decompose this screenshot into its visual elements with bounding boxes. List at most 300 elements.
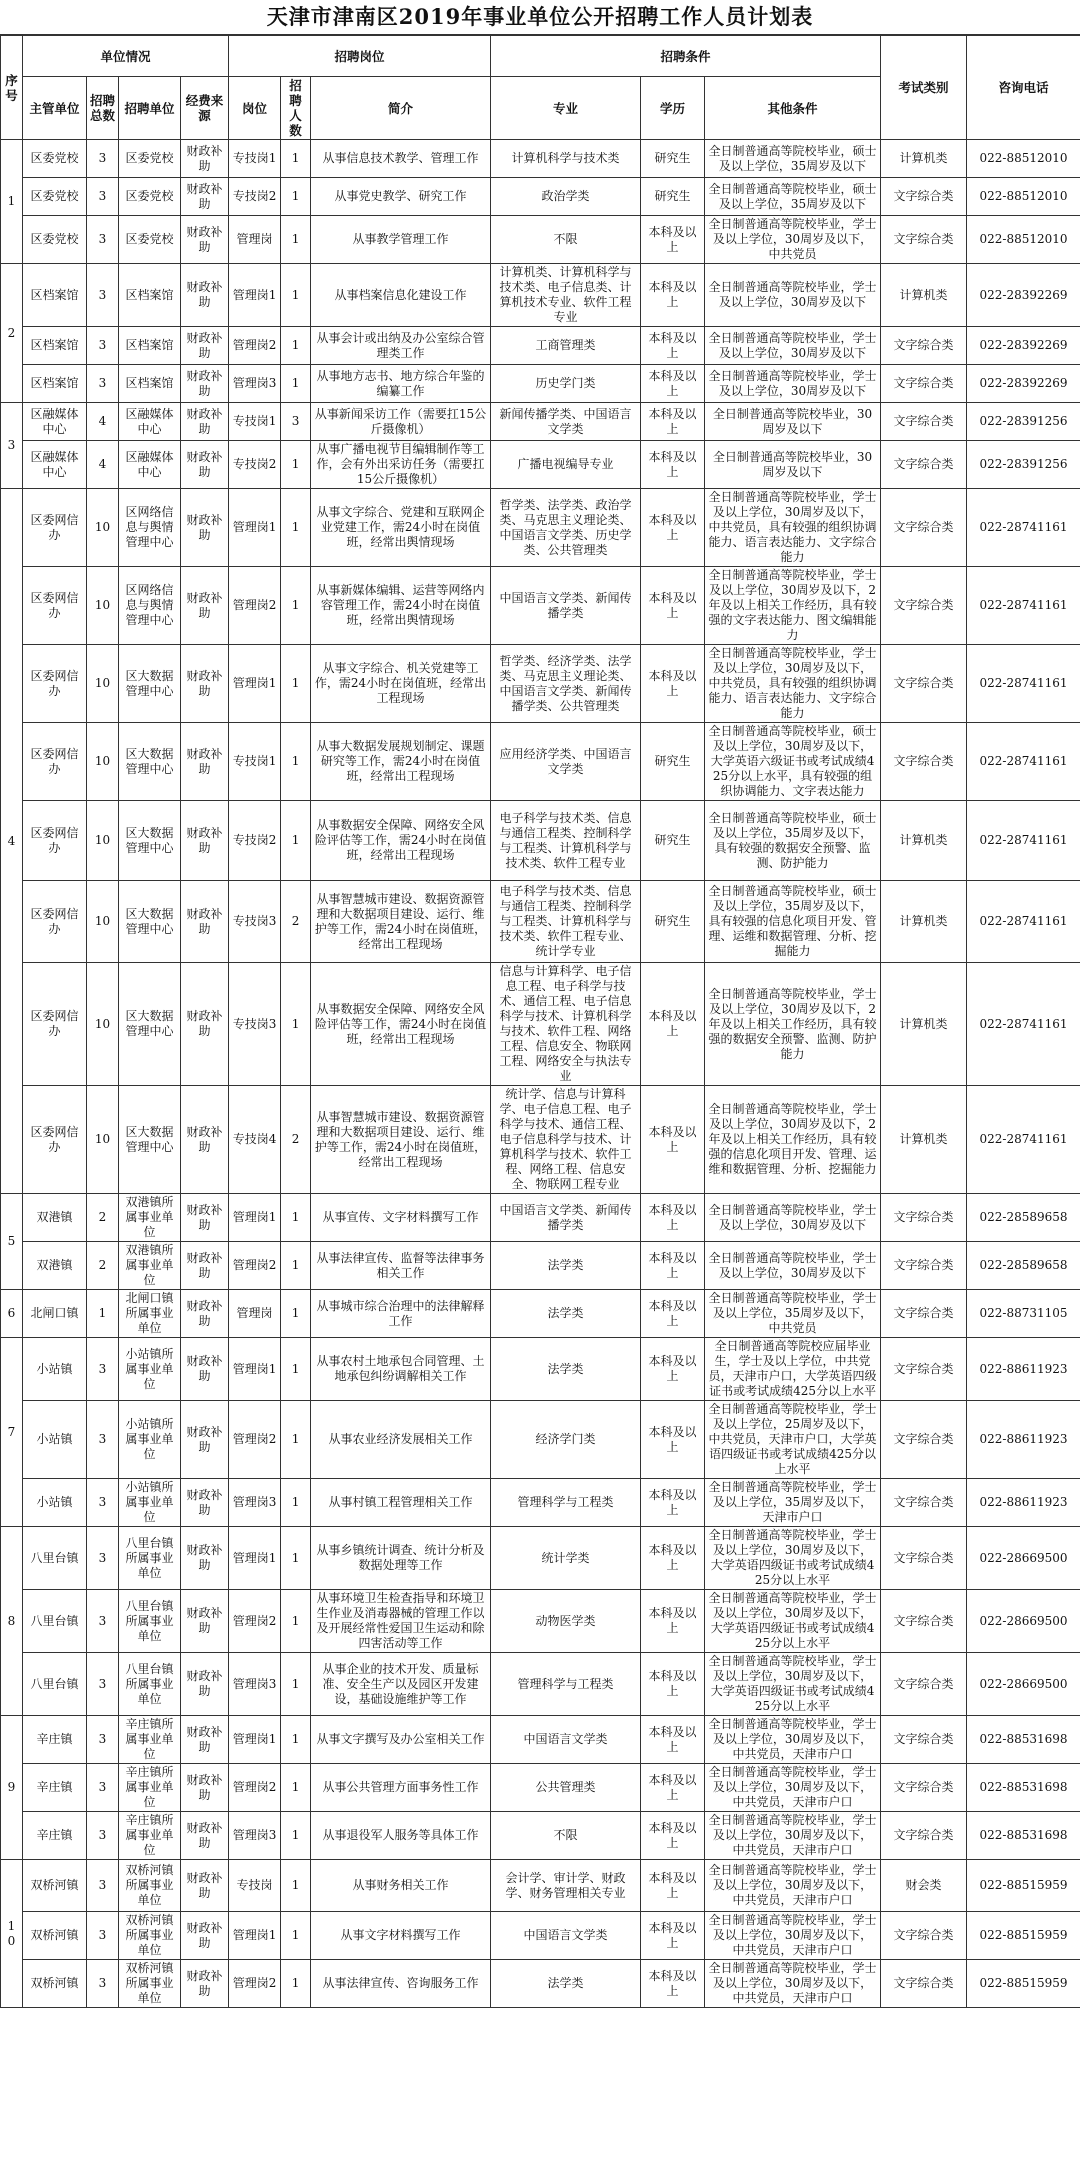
header-major: 专业 bbox=[491, 77, 641, 140]
cell-total: 3 bbox=[87, 1338, 119, 1401]
cell-other: 全日制普通高等院校毕业，学士及以上学位，30周岁及以下，2年及以上相关工作经历，具有较强的数据安全预警、监测、防护能力 bbox=[705, 963, 881, 1086]
cell-desc: 从事会计或出纳及办公室综合管理类工作 bbox=[311, 327, 491, 365]
cell-edu: 本科及以上 bbox=[641, 1401, 705, 1479]
recruitment-plan-table bbox=[0, 35, 1080, 2008]
cell-count: 1 bbox=[281, 1527, 311, 1590]
cell-post: 管理岗1 bbox=[229, 1194, 281, 1242]
cell-major: 电子科学与技术类、信息与通信工程类、控制科学与工程类、计算机科学与技术类、软件工程专业 bbox=[491, 801, 641, 881]
cell-funding: 财政补助 bbox=[181, 327, 229, 365]
cell-phone: 022-28589658 bbox=[967, 1194, 1080, 1242]
cell-other: 全日制普通高等院校毕业，学士及以上学位，30周岁及以下，中共党员 bbox=[705, 216, 881, 264]
cell-exam: 文字综合类 bbox=[881, 178, 967, 216]
cell-unit: 区委党校 bbox=[119, 140, 181, 178]
header-total: 招聘总数 bbox=[87, 77, 119, 140]
cell-total: 3 bbox=[87, 216, 119, 264]
cell-post: 专技岗 bbox=[229, 1860, 281, 1912]
cell-other: 全日制普通高等院校毕业，硕士及以上学位，35周岁及以下，具有较强的数据安全预警、监测、防护能力 bbox=[705, 801, 881, 881]
cell-unit: 区大数据管理中心 bbox=[119, 1086, 181, 1194]
cell-unit: 区档案馆 bbox=[119, 327, 181, 365]
cell-edu: 本科及以上 bbox=[641, 1338, 705, 1401]
cell-funding: 财政补助 bbox=[181, 645, 229, 723]
cell-phone: 022-28392269 bbox=[967, 365, 1080, 403]
cell-post: 专技岗4 bbox=[229, 1086, 281, 1194]
cell-edu: 本科及以上 bbox=[641, 403, 705, 441]
cell-major: 统计学类 bbox=[491, 1527, 641, 1590]
cell-major: 电子科学与技术类、信息与通信工程类、控制科学与工程类、计算机科学与技术类、软件工程专业、统计学专业 bbox=[491, 881, 641, 963]
cell-edu: 研究生 bbox=[641, 723, 705, 801]
cell-desc: 从事新媒体编辑、运营等网络内容管理工作，需24小时在岗值班，经常出舆情现场 bbox=[311, 567, 491, 645]
cell-dept: 区委网信办 bbox=[23, 1086, 87, 1194]
cell-edu: 研究生 bbox=[641, 801, 705, 881]
cell-dept: 区委网信办 bbox=[23, 489, 87, 567]
cell-funding: 财政补助 bbox=[181, 1764, 229, 1812]
cell-total: 3 bbox=[87, 1479, 119, 1527]
cell-exam: 文字综合类 bbox=[881, 1242, 967, 1290]
cell-count: 1 bbox=[281, 1194, 311, 1242]
cell-other: 全日制普通高等院校毕业，硕士及以上学位，35周岁及以下 bbox=[705, 178, 881, 216]
cell-funding: 财政补助 bbox=[181, 1860, 229, 1912]
header-count: 招聘人数 bbox=[281, 77, 311, 140]
cell-total: 4 bbox=[87, 441, 119, 489]
cell-phone: 022-28391256 bbox=[967, 441, 1080, 489]
cell-other: 全日制普通高等院校应届毕业生，学士及以上学位，中共党员，天津市户口，大学英语四级证书或考试成绩425分以上水平 bbox=[705, 1338, 881, 1401]
cell-phone: 022-28741161 bbox=[967, 489, 1080, 567]
cell-phone: 022-88515959 bbox=[967, 1960, 1080, 2008]
cell-unit: 区大数据管理中心 bbox=[119, 801, 181, 881]
cell-count: 1 bbox=[281, 645, 311, 723]
cell-exam: 文字综合类 bbox=[881, 1590, 967, 1653]
cell-total: 3 bbox=[87, 365, 119, 403]
cell-dept: 区委党校 bbox=[23, 140, 87, 178]
cell-major: 哲学类、经济学类、法学类、马克思主义理论类、中国语言文学类、新闻传播学类、公共管理类 bbox=[491, 645, 641, 723]
cell-other: 全日制普通高等院校毕业，学士及以上学位，30周岁及以下，中共党员，天津市户口 bbox=[705, 1860, 881, 1912]
cell-major: 计算机类、计算机科学与技术类、电子信息类、计算机技术专业、软件工程专业 bbox=[491, 264, 641, 327]
cell-funding: 财政补助 bbox=[181, 963, 229, 1086]
cell-major: 管理科学与工程类 bbox=[491, 1479, 641, 1527]
cell-count: 1 bbox=[281, 1716, 311, 1764]
table-row bbox=[1, 881, 1080, 963]
cell-funding: 财政补助 bbox=[181, 1960, 229, 2008]
cell-count: 1 bbox=[281, 1401, 311, 1479]
cell-total: 3 bbox=[87, 1716, 119, 1764]
cell-unit: 区委党校 bbox=[119, 216, 181, 264]
cell-unit: 区融媒体中心 bbox=[119, 441, 181, 489]
cell-count: 2 bbox=[281, 881, 311, 963]
cell-funding: 财政补助 bbox=[181, 365, 229, 403]
cell-phone: 022-28741161 bbox=[967, 963, 1080, 1086]
cell-count: 1 bbox=[281, 365, 311, 403]
cell-major: 历史学门类 bbox=[491, 365, 641, 403]
cell-phone: 022-88611923 bbox=[967, 1401, 1080, 1479]
cell-other: 全日制普通高等院校毕业，学士及以上学位，30周岁及以下 bbox=[705, 264, 881, 327]
cell-edu: 研究生 bbox=[641, 881, 705, 963]
header-post-group: 招聘岗位 bbox=[229, 36, 491, 77]
cell-exam: 文字综合类 bbox=[881, 403, 967, 441]
cell-dept: 区委网信办 bbox=[23, 963, 87, 1086]
cell-unit: 区网络信息与舆情管理中心 bbox=[119, 567, 181, 645]
cell-exam: 计算机类 bbox=[881, 140, 967, 178]
cell-major: 不限 bbox=[491, 1812, 641, 1860]
cell-funding: 财政补助 bbox=[181, 1290, 229, 1338]
cell-desc: 从事地方志书、地方综合年鉴的编纂工作 bbox=[311, 365, 491, 403]
cell-funding: 财政补助 bbox=[181, 1716, 229, 1764]
cell-other: 全日制普通高等院校毕业，学士及以上学位，30周岁及以下，中共党员，天津市户口 bbox=[705, 1716, 881, 1764]
cell-other: 全日制普通高等院校毕业，硕士及以上学位，35周岁及以下 bbox=[705, 140, 881, 178]
cell-major: 法学类 bbox=[491, 1338, 641, 1401]
cell-desc: 从事新闻采访工作（需要扛15公斤摄像机） bbox=[311, 403, 491, 441]
cell-funding: 财政补助 bbox=[181, 1194, 229, 1242]
cell-other: 全日制普通高等院校毕业，学士及以上学位，25周岁及以下，中共党员，天津市户口，大学英语四级证书或考试成绩425分以上水平 bbox=[705, 1401, 881, 1479]
header-funding: 经费来源 bbox=[181, 77, 229, 140]
cell-count: 1 bbox=[281, 216, 311, 264]
cell-total: 10 bbox=[87, 963, 119, 1086]
cell-total: 10 bbox=[87, 881, 119, 963]
cell-funding: 财政补助 bbox=[181, 403, 229, 441]
cell-dept: 双港镇 bbox=[23, 1194, 87, 1242]
cell-desc: 从事广播电视节目编辑制作等工作，会有外出采访任务（需要扛15公斤摄像机） bbox=[311, 441, 491, 489]
table-row bbox=[1, 1960, 1080, 2008]
cell-total: 3 bbox=[87, 140, 119, 178]
cell-phone: 022-88611923 bbox=[967, 1338, 1080, 1401]
cell-edu: 本科及以上 bbox=[641, 1716, 705, 1764]
cell-total: 3 bbox=[87, 1401, 119, 1479]
cell-dept: 区委网信办 bbox=[23, 645, 87, 723]
cell-unit: 区大数据管理中心 bbox=[119, 723, 181, 801]
cell-other: 全日制普通高等院校毕业，学士及以上学位，30周岁及以下，中共党员，天津市户口 bbox=[705, 1764, 881, 1812]
cell-funding: 财政补助 bbox=[181, 723, 229, 801]
cell-count: 1 bbox=[281, 1860, 311, 1912]
header-dept: 主管单位 bbox=[23, 77, 87, 140]
cell-dept: 区融媒体中心 bbox=[23, 403, 87, 441]
cell-exam: 文字综合类 bbox=[881, 1290, 967, 1338]
cell-edu: 本科及以上 bbox=[641, 365, 705, 403]
table-row bbox=[1, 178, 1080, 216]
cell-desc: 从事企业的技术开发、质量标准、安全生产以及园区开发建设，基础设施维护等工作 bbox=[311, 1653, 491, 1716]
table-row bbox=[1, 1653, 1080, 1716]
cell-exam: 财会类 bbox=[881, 1860, 967, 1912]
cell-post: 管理岗2 bbox=[229, 1242, 281, 1290]
cell-other: 全日制普通高等院校毕业，学士及以上学位，30周岁及以下，大学英语四级证书或考试成绩425分以上水平 bbox=[705, 1527, 881, 1590]
cell-other: 全日制普通高等院校毕业，学士及以上学位，30周岁及以下，中共党员，具有较强的组织协调能力、语言表达能力、文字综合能力 bbox=[705, 489, 881, 567]
cell-major: 广播电视编导专业 bbox=[491, 441, 641, 489]
table-row bbox=[1, 1912, 1080, 1960]
cell-edu: 本科及以上 bbox=[641, 1960, 705, 2008]
cell-seq: 5 bbox=[1, 1194, 23, 1290]
cell-seq: 10 bbox=[1, 1860, 23, 2008]
cell-total: 3 bbox=[87, 1590, 119, 1653]
cell-major: 法学类 bbox=[491, 1242, 641, 1290]
cell-dept: 小站镇 bbox=[23, 1338, 87, 1401]
cell-phone: 022-28669500 bbox=[967, 1590, 1080, 1653]
cell-post: 管理岗1 bbox=[229, 1527, 281, 1590]
cell-major: 政治学类 bbox=[491, 178, 641, 216]
cell-post: 管理岗2 bbox=[229, 1590, 281, 1653]
table-row bbox=[1, 489, 1080, 567]
cell-phone: 022-88731105 bbox=[967, 1290, 1080, 1338]
cell-other: 全日制普通高等院校毕业，学士及以上学位，35周岁及以下，中共党员 bbox=[705, 1290, 881, 1338]
cell-major: 经济学门类 bbox=[491, 1401, 641, 1479]
cell-total: 3 bbox=[87, 1527, 119, 1590]
header-condition-group: 招聘条件 bbox=[491, 36, 881, 77]
table-row bbox=[1, 1812, 1080, 1860]
cell-count: 1 bbox=[281, 1764, 311, 1812]
cell-phone: 022-28741161 bbox=[967, 645, 1080, 723]
cell-total: 3 bbox=[87, 1912, 119, 1960]
cell-funding: 财政补助 bbox=[181, 1401, 229, 1479]
cell-total: 3 bbox=[87, 1764, 119, 1812]
cell-post: 管理岗1 bbox=[229, 1912, 281, 1960]
cell-exam: 文字综合类 bbox=[881, 1716, 967, 1764]
cell-unit: 辛庄镇所属事业单位 bbox=[119, 1812, 181, 1860]
cell-funding: 财政补助 bbox=[181, 140, 229, 178]
cell-dept: 区委网信办 bbox=[23, 723, 87, 801]
cell-desc: 从事文字材料撰写工作 bbox=[311, 1912, 491, 1960]
cell-post: 专技岗1 bbox=[229, 723, 281, 801]
cell-exam: 文字综合类 bbox=[881, 327, 967, 365]
cell-phone: 022-28589658 bbox=[967, 1242, 1080, 1290]
cell-unit: 八里台镇所属事业单位 bbox=[119, 1590, 181, 1653]
cell-exam: 文字综合类 bbox=[881, 1653, 967, 1716]
cell-edu: 本科及以上 bbox=[641, 1479, 705, 1527]
cell-exam: 文字综合类 bbox=[881, 645, 967, 723]
cell-count: 1 bbox=[281, 963, 311, 1086]
cell-unit: 八里台镇所属事业单位 bbox=[119, 1653, 181, 1716]
cell-post: 管理岗 bbox=[229, 216, 281, 264]
cell-major: 应用经济学类、中国语言文学类 bbox=[491, 723, 641, 801]
table-row bbox=[1, 365, 1080, 403]
cell-major: 统计学、信息与计算科学、电子信息工程、电子科学与技术、通信工程、电子信息科学与技术、计算机科学与技术、软件工程、网络工程、信息安全、物联网工程专业 bbox=[491, 1086, 641, 1194]
cell-edu: 本科及以上 bbox=[641, 327, 705, 365]
table-row bbox=[1, 1590, 1080, 1653]
cell-exam: 文字综合类 bbox=[881, 365, 967, 403]
cell-count: 1 bbox=[281, 723, 311, 801]
cell-unit: 区大数据管理中心 bbox=[119, 881, 181, 963]
table-row bbox=[1, 403, 1080, 441]
cell-major: 新闻传播学类、中国语言文学类 bbox=[491, 403, 641, 441]
cell-unit: 双桥河镇所属事业单位 bbox=[119, 1860, 181, 1912]
cell-post: 管理岗3 bbox=[229, 1653, 281, 1716]
cell-post: 管理岗3 bbox=[229, 1812, 281, 1860]
cell-desc: 从事智慧城市建设、数据资源管理和大数据项目建设、运行、维护等工作，需24小时在岗值班，经常出工程现场 bbox=[311, 1086, 491, 1194]
cell-phone: 022-88512010 bbox=[967, 216, 1080, 264]
cell-phone: 022-28392269 bbox=[967, 327, 1080, 365]
header-phone: 咨询电话 bbox=[967, 36, 1080, 140]
cell-seq: 6 bbox=[1, 1290, 23, 1338]
cell-count: 1 bbox=[281, 801, 311, 881]
cell-unit: 双桥河镇所属事业单位 bbox=[119, 1912, 181, 1960]
cell-desc: 从事宣传、文字材料撰写工作 bbox=[311, 1194, 491, 1242]
cell-other: 全日制普通高等院校毕业，硕士及以上学位，35周岁及以下，具有较强的信息化项目开发、管理、运维和数据管理、分析、挖掘能力 bbox=[705, 881, 881, 963]
cell-dept: 八里台镇 bbox=[23, 1653, 87, 1716]
cell-unit: 区档案馆 bbox=[119, 365, 181, 403]
cell-desc: 从事文字综合、机关党建等工作，需24小时在岗值班，经常出工程现场 bbox=[311, 645, 491, 723]
cell-other: 全日制普通高等院校毕业，硕士及以上学位，30周岁及以下，大学英语六级证书或考试成绩425分以上水平，具有较强的组织协调能力、文字表达能力 bbox=[705, 723, 881, 801]
cell-edu: 本科及以上 bbox=[641, 264, 705, 327]
cell-count: 1 bbox=[281, 1590, 311, 1653]
cell-post: 管理岗3 bbox=[229, 365, 281, 403]
cell-count: 1 bbox=[281, 1653, 311, 1716]
cell-major: 管理科学与工程类 bbox=[491, 1653, 641, 1716]
cell-post: 管理岗1 bbox=[229, 489, 281, 567]
cell-unit: 八里台镇所属事业单位 bbox=[119, 1527, 181, 1590]
cell-edu: 本科及以上 bbox=[641, 1086, 705, 1194]
cell-count: 3 bbox=[281, 403, 311, 441]
cell-dept: 区委网信办 bbox=[23, 881, 87, 963]
table-row bbox=[1, 1479, 1080, 1527]
cell-phone: 022-88531698 bbox=[967, 1812, 1080, 1860]
cell-funding: 财政补助 bbox=[181, 178, 229, 216]
cell-post: 专技岗2 bbox=[229, 441, 281, 489]
table-body bbox=[1, 140, 1080, 2008]
cell-desc: 从事法律宣传、咨询服务工作 bbox=[311, 1960, 491, 2008]
cell-count: 1 bbox=[281, 178, 311, 216]
cell-post: 管理岗2 bbox=[229, 1401, 281, 1479]
cell-count: 1 bbox=[281, 140, 311, 178]
cell-total: 3 bbox=[87, 1653, 119, 1716]
cell-total: 1 bbox=[87, 1290, 119, 1338]
cell-count: 1 bbox=[281, 1338, 311, 1401]
cell-exam: 文字综合类 bbox=[881, 1960, 967, 2008]
cell-other: 全日制普通高等院校毕业，学士及以上学位，30周岁及以下 bbox=[705, 365, 881, 403]
cell-desc: 从事环境卫生检查指导和环境卫生作业及消毒器械的管理工作以及开展经常性爱国卫生运动和除四害活动等工作 bbox=[311, 1590, 491, 1653]
cell-post: 管理岗2 bbox=[229, 567, 281, 645]
cell-unit: 小站镇所属事业单位 bbox=[119, 1479, 181, 1527]
cell-phone: 022-28669500 bbox=[967, 1527, 1080, 1590]
cell-funding: 财政补助 bbox=[181, 1527, 229, 1590]
cell-desc: 从事智慧城市建设、数据资源管理和大数据项目建设、运行、维护等工作，需24小时在岗值班，经常出工程现场 bbox=[311, 881, 491, 963]
cell-dept: 区档案馆 bbox=[23, 327, 87, 365]
cell-post: 管理岗2 bbox=[229, 1960, 281, 2008]
table-row bbox=[1, 1290, 1080, 1338]
cell-edu: 研究生 bbox=[641, 140, 705, 178]
cell-total: 10 bbox=[87, 567, 119, 645]
cell-edu: 本科及以上 bbox=[641, 1194, 705, 1242]
cell-edu: 本科及以上 bbox=[641, 489, 705, 567]
cell-funding: 财政补助 bbox=[181, 567, 229, 645]
header-other: 其他条件 bbox=[705, 77, 881, 140]
cell-edu: 研究生 bbox=[641, 178, 705, 216]
cell-post: 管理岗 bbox=[229, 1290, 281, 1338]
cell-desc: 从事数据安全保障、网络安全风险评估等工作，需24小时在岗值班，经常出工程现场 bbox=[311, 963, 491, 1086]
cell-other: 全日制普通高等院校毕业，30周岁及以下 bbox=[705, 441, 881, 489]
cell-total: 2 bbox=[87, 1242, 119, 1290]
cell-unit: 区大数据管理中心 bbox=[119, 645, 181, 723]
cell-other: 全日制普通高等院校毕业，学士及以上学位，35周岁及以下，天津市户口 bbox=[705, 1479, 881, 1527]
cell-count: 1 bbox=[281, 1479, 311, 1527]
cell-count: 1 bbox=[281, 1290, 311, 1338]
table-row bbox=[1, 1194, 1080, 1242]
cell-unit: 区委党校 bbox=[119, 178, 181, 216]
table-row bbox=[1, 441, 1080, 489]
cell-total: 10 bbox=[87, 723, 119, 801]
cell-major: 中国语言文学类 bbox=[491, 1912, 641, 1960]
cell-major: 计算机科学与技术类 bbox=[491, 140, 641, 178]
cell-major: 中国语言文学类 bbox=[491, 1716, 641, 1764]
cell-funding: 财政补助 bbox=[181, 216, 229, 264]
cell-desc: 从事数据安全保障、网络安全风险评估等工作，需24小时在岗值班，经常出工程现场 bbox=[311, 801, 491, 881]
cell-unit: 小站镇所属事业单位 bbox=[119, 1338, 181, 1401]
cell-major: 中国语言文学类、新闻传播学类 bbox=[491, 567, 641, 645]
cell-other: 全日制普通高等院校毕业，学士及以上学位，30周岁及以下，中共党员，具有较强的组织协调能力、语言表达能力、文字综合能力 bbox=[705, 645, 881, 723]
cell-total: 10 bbox=[87, 489, 119, 567]
cell-dept: 区融媒体中心 bbox=[23, 441, 87, 489]
cell-edu: 本科及以上 bbox=[641, 1590, 705, 1653]
cell-post: 专技岗3 bbox=[229, 881, 281, 963]
cell-unit: 区网络信息与舆情管理中心 bbox=[119, 489, 181, 567]
cell-unit: 辛庄镇所属事业单位 bbox=[119, 1716, 181, 1764]
table-row bbox=[1, 801, 1080, 881]
cell-phone: 022-28741161 bbox=[967, 567, 1080, 645]
cell-seq: 4 bbox=[1, 489, 23, 1194]
cell-desc: 从事农村土地承包合同管理、土地承包纠纷调解相关工作 bbox=[311, 1338, 491, 1401]
cell-total: 3 bbox=[87, 327, 119, 365]
cell-major: 会计学、审计学、财政学、财务管理相关专业 bbox=[491, 1860, 641, 1912]
cell-edu: 本科及以上 bbox=[641, 1242, 705, 1290]
cell-desc: 从事乡镇统计调查、统计分析及数据处理等工作 bbox=[311, 1527, 491, 1590]
cell-total: 10 bbox=[87, 645, 119, 723]
cell-exam: 文字综合类 bbox=[881, 723, 967, 801]
cell-dept: 双桥河镇 bbox=[23, 1960, 87, 2008]
cell-exam: 文字综合类 bbox=[881, 567, 967, 645]
header-edu: 学历 bbox=[641, 77, 705, 140]
header-seq: 序号 bbox=[1, 36, 23, 140]
table-row bbox=[1, 1860, 1080, 1912]
table-row bbox=[1, 1242, 1080, 1290]
cell-major: 公共管理类 bbox=[491, 1764, 641, 1812]
cell-dept: 区委党校 bbox=[23, 216, 87, 264]
cell-desc: 从事信息技术教学、管理工作 bbox=[311, 140, 491, 178]
cell-funding: 财政补助 bbox=[181, 801, 229, 881]
cell-exam: 文字综合类 bbox=[881, 1812, 967, 1860]
cell-phone: 022-28741161 bbox=[967, 881, 1080, 963]
cell-unit: 双港镇所属事业单位 bbox=[119, 1242, 181, 1290]
table-row bbox=[1, 1086, 1080, 1194]
cell-exam: 文字综合类 bbox=[881, 1764, 967, 1812]
table-row bbox=[1, 216, 1080, 264]
cell-dept: 区委网信办 bbox=[23, 801, 87, 881]
cell-total: 3 bbox=[87, 1960, 119, 2008]
cell-funding: 财政补助 bbox=[181, 441, 229, 489]
cell-exam: 文字综合类 bbox=[881, 216, 967, 264]
cell-seq: 3 bbox=[1, 403, 23, 489]
cell-dept: 区委网信办 bbox=[23, 567, 87, 645]
cell-dept: 区档案馆 bbox=[23, 264, 87, 327]
cell-other: 全日制普通高等院校毕业，学士及以上学位，30周岁及以下 bbox=[705, 327, 881, 365]
cell-unit: 区大数据管理中心 bbox=[119, 963, 181, 1086]
cell-seq: 1 bbox=[1, 140, 23, 264]
cell-edu: 本科及以上 bbox=[641, 1527, 705, 1590]
header-post: 岗位 bbox=[229, 77, 281, 140]
cell-major: 工商管理类 bbox=[491, 327, 641, 365]
table-row bbox=[1, 140, 1080, 178]
cell-desc: 从事村镇工程管理相关工作 bbox=[311, 1479, 491, 1527]
cell-post: 专技岗1 bbox=[229, 140, 281, 178]
cell-total: 3 bbox=[87, 1812, 119, 1860]
table-row bbox=[1, 1716, 1080, 1764]
cell-desc: 从事公共管理方面事务性工作 bbox=[311, 1764, 491, 1812]
cell-funding: 财政补助 bbox=[181, 881, 229, 963]
cell-phone: 022-88515959 bbox=[967, 1912, 1080, 1960]
cell-desc: 从事教学管理工作 bbox=[311, 216, 491, 264]
cell-major: 不限 bbox=[491, 216, 641, 264]
cell-phone: 022-28741161 bbox=[967, 1086, 1080, 1194]
cell-edu: 本科及以上 bbox=[641, 1860, 705, 1912]
cell-phone: 022-88512010 bbox=[967, 178, 1080, 216]
cell-count: 1 bbox=[281, 1812, 311, 1860]
table-row bbox=[1, 327, 1080, 365]
cell-post: 管理岗1 bbox=[229, 645, 281, 723]
cell-post: 专技岗1 bbox=[229, 403, 281, 441]
